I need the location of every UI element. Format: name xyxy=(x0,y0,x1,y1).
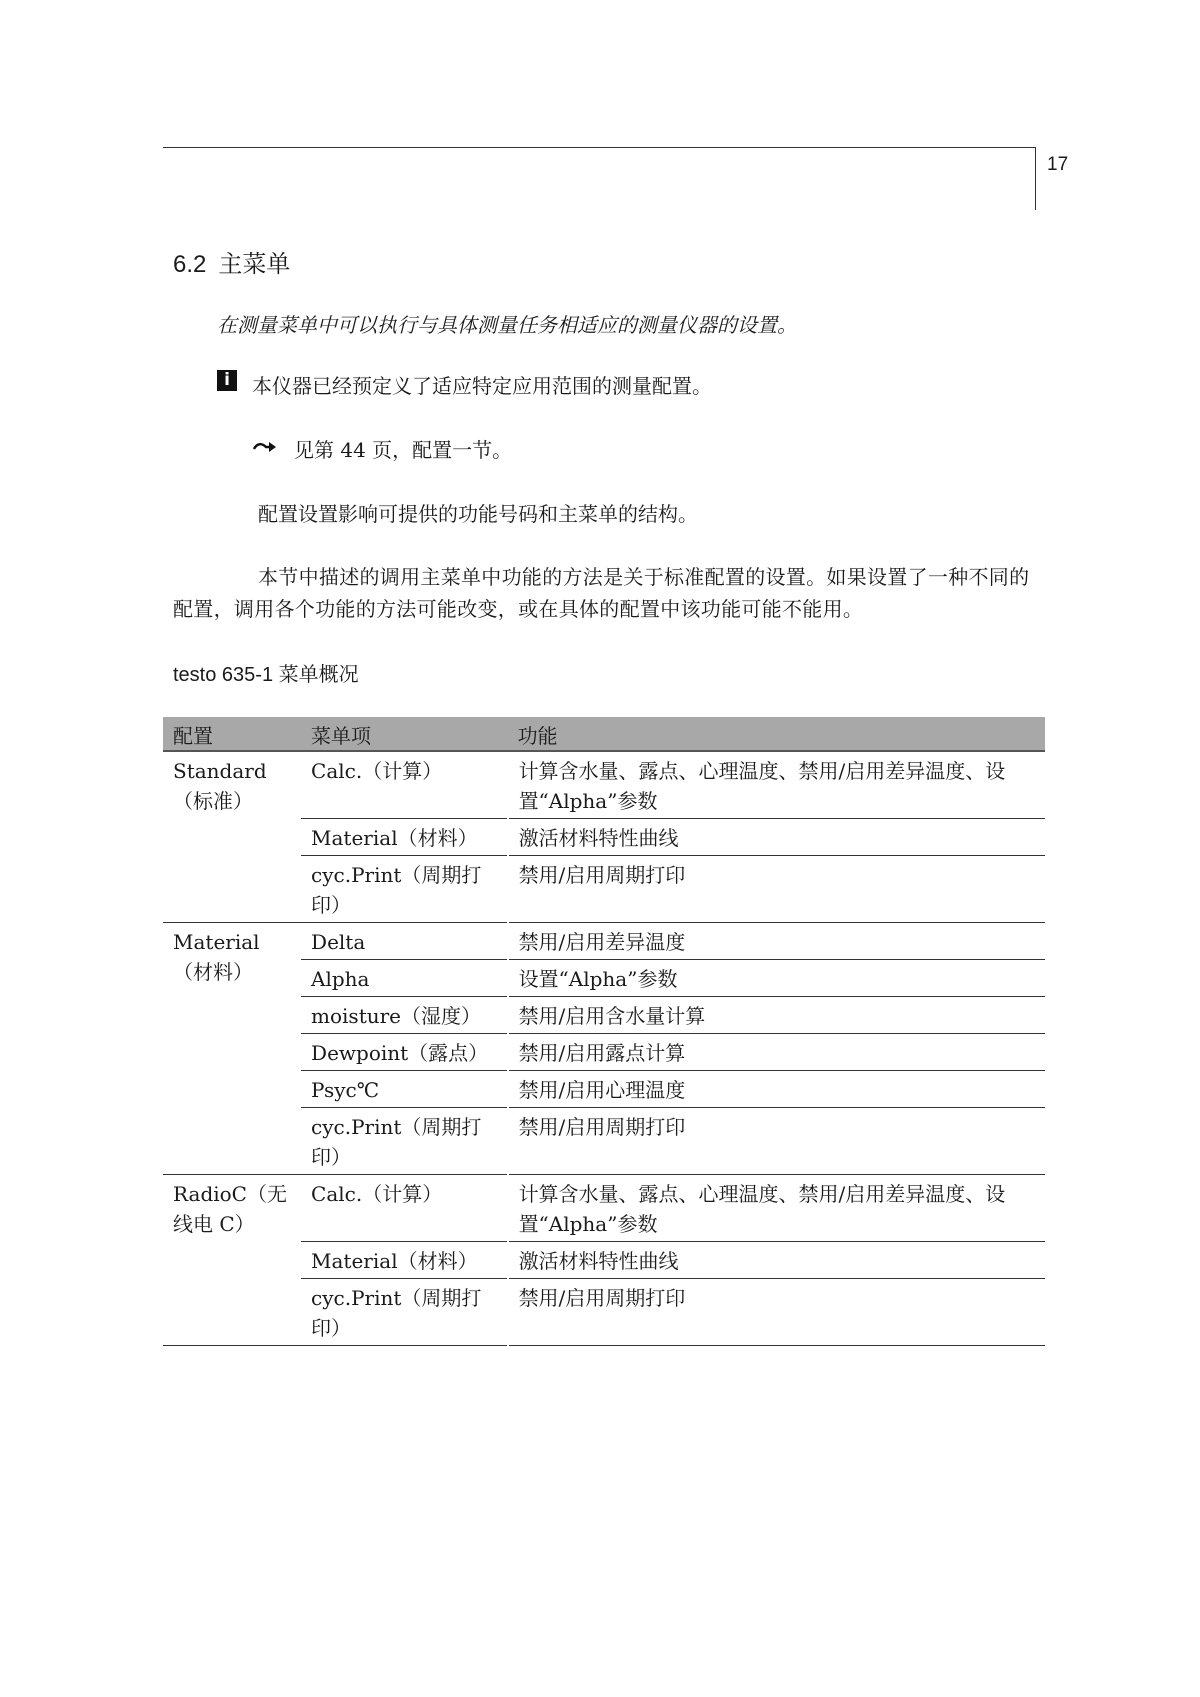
paragraph-text-before: 本节中描述的调用主菜单中功能的方法是关于 xyxy=(258,565,664,589)
function-cell: 计算含水量、露点、心理温度、禁用/启用差异温度、设置“Alpha”参数 xyxy=(508,751,1045,819)
menu-item-cell: Material（材料） xyxy=(301,1242,508,1279)
menu-item-cell: Calc.（计算） xyxy=(301,751,508,819)
menu-item-cell: Delta xyxy=(301,923,508,960)
function-cell: 禁用/启用周期打印 xyxy=(508,1108,1045,1175)
intro-text: 在测量菜单中可以执行与具体测量任务相适应的测量仪器的设置。 xyxy=(217,313,797,337)
config-cell: Material（材料） xyxy=(163,923,301,1175)
paragraph-standard-config xyxy=(173,561,1039,625)
menu-item-cell: Material（材料） xyxy=(301,819,508,856)
function-cell: 设置“Alpha”参数 xyxy=(508,960,1045,997)
menu-item-cell: Calc.（计算） xyxy=(301,1175,508,1242)
emphasized-word: 标准 xyxy=(664,565,705,589)
info-note xyxy=(217,370,712,399)
section-heading xyxy=(173,244,290,279)
table-row xyxy=(163,923,1045,960)
cross-reference-text: 见第 44 页，配置一节。 xyxy=(294,438,513,462)
function-cell: 激活材料特性曲线 xyxy=(508,1242,1045,1279)
header-menu-item: 菜单项 xyxy=(301,717,508,751)
table-row xyxy=(163,751,1045,819)
menu-item-cell: Psyc℃ xyxy=(301,1071,508,1108)
function-cell: 禁用/启用周期打印 xyxy=(508,1279,1045,1346)
arrow-right-icon xyxy=(252,439,278,455)
header-function: 功能 xyxy=(508,717,1045,751)
menu-item-cell: moisture（湿度） xyxy=(301,997,508,1034)
function-cell: 激活材料特性曲线 xyxy=(508,819,1045,856)
config-cell: RadioC（无线电 C） xyxy=(163,1175,301,1346)
header-vertical-rule xyxy=(1035,147,1036,210)
paragraph-text-after: 配置的设置。如果设置了一种不同的配置，调用各个功能的方法可能改变，或在具体的配置中该功能可能不能用。 xyxy=(173,565,1030,621)
menu-item-cell: cyc.Print（周期打印） xyxy=(301,1108,508,1175)
header-rule xyxy=(163,147,1036,148)
function-cell: 禁用/启用露点计算 xyxy=(508,1034,1045,1071)
function-cell: 禁用/启用心理温度 xyxy=(508,1071,1045,1108)
function-cell: 禁用/启用含水量计算 xyxy=(508,997,1045,1034)
table-header-row xyxy=(163,717,1045,751)
info-text: 本仪器已经预定义了适应特定应用范围的测量配置。 xyxy=(252,374,712,398)
menu-item-cell: cyc.Print（周期打印） xyxy=(301,1279,508,1346)
menu-item-cell: Alpha xyxy=(301,960,508,997)
menu-overview-table xyxy=(163,717,1045,1346)
function-cell: 计算含水量、露点、心理温度、禁用/启用差异温度、设置“Alpha”参数 xyxy=(508,1175,1045,1242)
config-cell: Standard（标准） xyxy=(163,751,301,923)
header-config: 配置 xyxy=(163,717,301,751)
function-cell: 禁用/启用差异温度 xyxy=(508,923,1045,960)
cross-reference xyxy=(252,434,512,463)
section-title: 主菜单 xyxy=(218,251,291,278)
table-row xyxy=(163,1175,1045,1242)
table-caption: testo 635-1 菜单概况 xyxy=(173,664,359,686)
page-number: 17 xyxy=(1047,154,1069,175)
info-icon: i xyxy=(217,370,237,391)
menu-item-cell: Dewpoint（露点） xyxy=(301,1034,508,1071)
function-cell: 禁用/启用周期打印 xyxy=(508,856,1045,923)
paragraph-config-effect: 配置设置影响可提供的功能号码和主菜单的结构。 xyxy=(258,502,698,526)
section-number: 6.2 xyxy=(173,251,207,278)
menu-item-cell: cyc.Print（周期打印） xyxy=(301,856,508,923)
